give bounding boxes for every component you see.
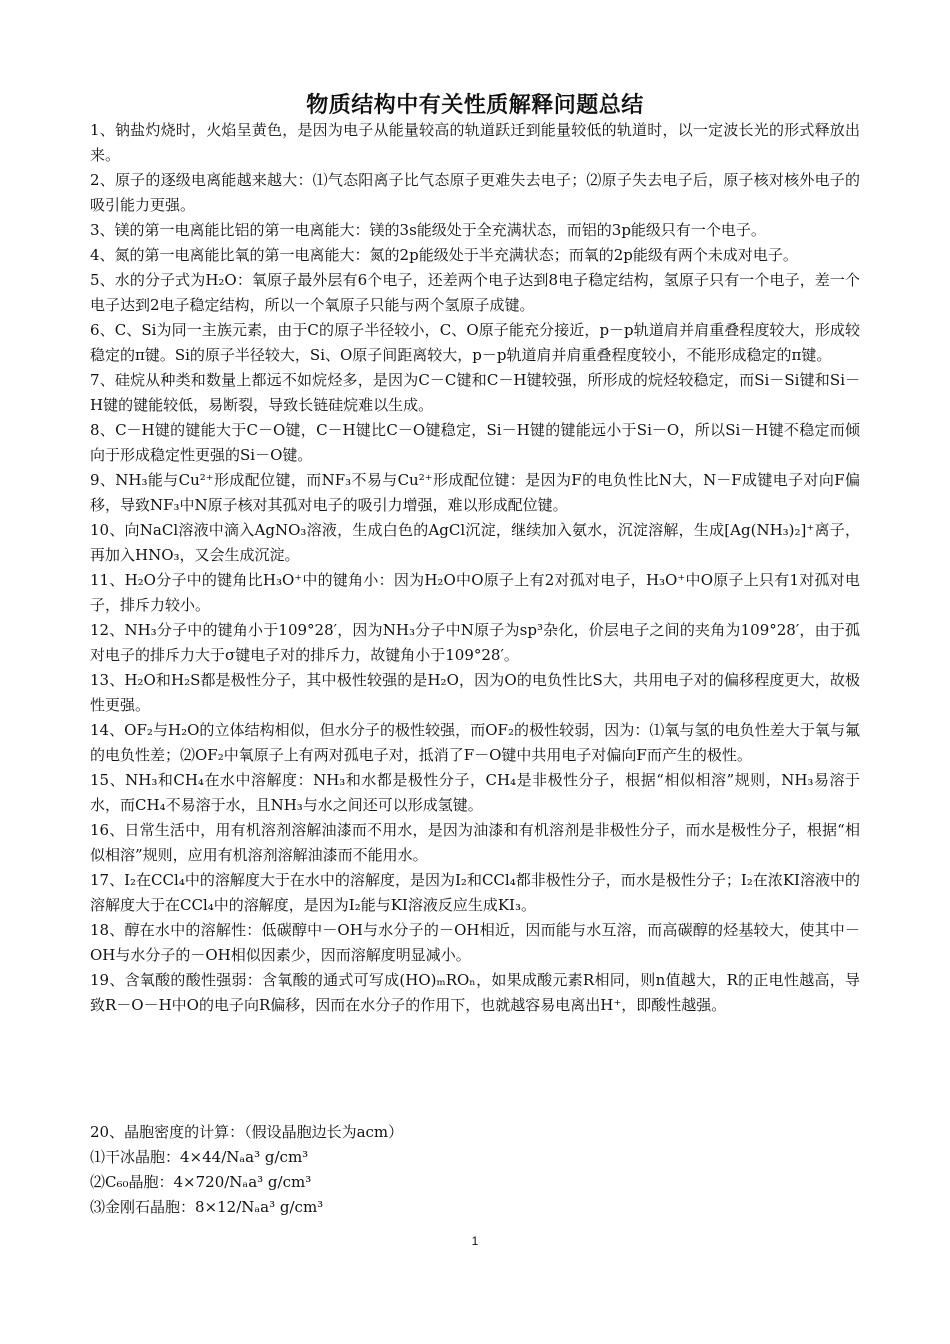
paragraph-1: 1、钠盐灼烧时，火焰呈黄色，是因为电子从能量较高的轨道跃迁到能量较低的轨道时，以一定波长光的形式释放出来。 (90, 121, 860, 164)
paragraph-4: 4、氮的第一电离能比氧的第一电离能大：氮的2p能级处于半充满状态；而氧的2p能级有两个未成对电子。 (90, 246, 798, 264)
paragraph-2: 2、原子的逐级电离能越来越大：⑴气态阳离子比气态原子更难失去电子；⑵原子失去电子后，原子核对核外电子的吸引能力更强。 (90, 171, 860, 214)
paragraph-8: 8、C－H键的键能大于C－O键，C－H键比C－O键稳定，Si－H键的键能远小于Si－O，所以Si－H键不稳定而倾向于形成稳定性更强的Si－O键。 (90, 421, 860, 464)
paragraph-16: 16、日常生活中，用有机溶剂溶解油漆而不用水，是因为油漆和有机溶剂是非极性分子，而水是极性分子，根据“相似相溶”规则，应用有机溶剂溶解油漆而不能用水。 (90, 821, 860, 864)
calc-line-dry-ice: ⑴干冰晶胞：4×44/Nₐa³ g/cm³ (90, 1148, 309, 1166)
paragraph-5: 5、水的分子式为H₂O：氧原子最外层有6个电子，还差两个电子达到8电子稳定结构，氢原子只有一个电子，差一个电子达到2电子稳定结构，所以一个氧原子只能与两个氢原子成键。 (90, 271, 860, 314)
paragraph-18: 18、醇在水中的溶解性：低碳醇中－OH与水分子的－OH相近，因而能与水互溶，而高碳醇的烃基较大，使其中－OH与水分子的－OH相似因素少，因而溶解度明显减小。 (90, 921, 860, 964)
paragraph-3: 3、镁的第一电离能比铝的第一电离能大：镁的3s能级处于全充满状态，而铝的3p能级只有一个电子。 (90, 221, 766, 239)
document-title: 物质结构中有关性质解释问题总结 (306, 93, 644, 118)
paragraph-13: 13、H₂O和H₂S都是极性分子，其中极性较强的是H₂O，因为O的电负性比S大，共用电子对的偏移程度更大，故极性更强。 (90, 671, 860, 714)
paragraph-7: 7、硅烷从种类和数量上都远不如烷烃多，是因为C－C键和C－H键较强，所形成的烷烃较稳定，而Si－Si键和Si－H键的键能较低，易断裂，导致长链硅烷难以生成。 (90, 371, 860, 414)
paragraph-10: 10、向NaCl溶液中滴入AgNO₃溶液，生成白色的AgCl沉淀，继续加入氨水，沉淀溶解，生成[Ag(NH₃)₂]⁺离子，再加入HNO₃，又会生成沉淀。 (90, 521, 860, 564)
paragraph-12: 12、NH₃分子中的键角小于109°28′，因为NH₃分子中N原子为sp³杂化，价层电子之间的夹角为109°28′，由于孤对电子的排斥力大于σ键电子对的排斥力，故键角小于109°28′。 (90, 621, 860, 664)
page-number: 1 (471, 1234, 479, 1248)
calc-line-c60: ⑵C₆₀晶胞：4×720/Nₐa³ g/cm³ (90, 1173, 312, 1191)
paragraph-17: 17、I₂在CCl₄中的溶解度大于在水中的溶解度，是因为I₂和CCl₄都非极性分子，而水是极性分子；I₂在浓KI溶液中的溶解度大于在CCl₄中的溶解度，是因为I₂能与KI溶液反应生成KI₃。 (90, 871, 860, 914)
calc-line-diamond: ⑶金刚石晶胞：8×12/Nₐa³ g/cm³ (90, 1198, 324, 1216)
paragraph-11: 11、H₂O分子中的键角比H₃O⁺中的键角小：因为H₂O中O原子上有2对孤对电子，H₃O⁺中O原子上只有1对孤对电子，排斥力较小。 (90, 571, 860, 614)
paragraph-6: 6、C、Si为同一主族元素，由于C的原子半径较小，C、O原子能充分接近，p－p轨道肩并肩重叠程度较大，形成较稳定的π键。Si的原子半径较大，Si、O原子间距离较大，p－p轨道肩并肩重叠程度较小，不能形成稳定的π键。 (90, 321, 860, 364)
paragraph-19: 19、含氧酸的酸性强弱：含氧酸的通式可写成(HO)ₘROₙ，如果成酸元素R相同，则n值越大，R的正电性越高，导致R－O－H中O的电子向R偏移，因而在水分子的作用下，也就越容易电离出H⁺，即酸性越强。 (90, 971, 860, 1014)
paragraph-15: 15、NH₃和CH₄在水中溶解度：NH₃和水都是极性分子，CH₄是非极性分子，根据“相似相溶”规则，NH₃易溶于水，而CH₄不易溶于水，且NH₃与水之间还可以形成氢键。 (90, 771, 860, 814)
paragraph-9: 9、NH₃能与Cu²⁺形成配位键，而NF₃不易与Cu²⁺形成配位键：是因为F的电负性比N大，N－F成键电子对向F偏移，导致NF₃中N原子核对其孤对电子的吸引力增强，难以形成配位键。 (90, 471, 860, 514)
paragraph-14: 14、OF₂与H₂O的立体结构相似，但水分子的极性较强，而OF₂的极性较弱，因为：⑴氧与氢的电负性差大于氧与氟的电负性差；⑵OF₂中氧原子上有两对孤电子对，抵消了F－O键中共用电子对偏向F而产生的极性。 (90, 721, 860, 764)
document-body (90, 118, 860, 1220)
calc-heading: 20、晶胞密度的计算：（假设晶胞边长为acm） (90, 1123, 404, 1141)
blank-space (90, 1018, 860, 1120)
